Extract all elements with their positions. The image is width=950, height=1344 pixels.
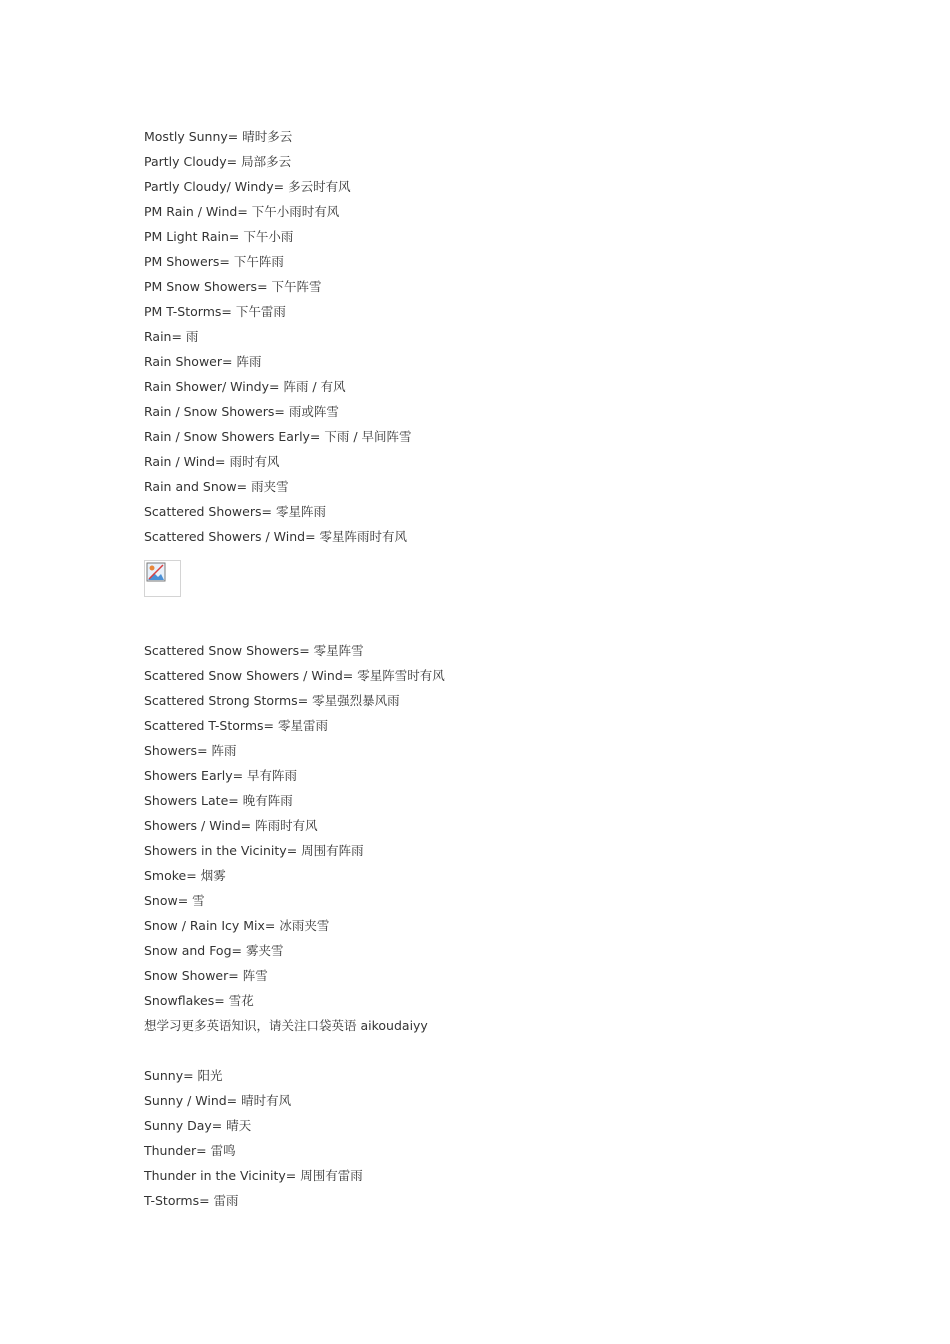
list-item: Smoke= 烟雾 — [144, 868, 226, 883]
list-item: Partly Cloudy/ Windy= 多云时有风 — [144, 179, 351, 194]
list-item: T-Storms= 雷雨 — [144, 1193, 239, 1208]
list-item: Scattered Showers= 零星阵雨 — [144, 504, 326, 519]
list-item: PM Showers= 下午阵雨 — [144, 254, 284, 269]
list-item: Snow / Rain Icy Mix= 冰雨夹雪 — [144, 918, 330, 933]
list-item: Snow and Fog= 雾夹雪 — [144, 943, 284, 958]
list-item: Showers Late= 晚有阵雨 — [144, 793, 293, 808]
list-item: Sunny Day= 晴天 — [144, 1118, 252, 1133]
list-item: Snow Shower= 阵雪 — [144, 968, 268, 983]
list-item: Rain= 雨 — [144, 329, 199, 344]
entry-list-3 — [144, 1063, 844, 1213]
document-body — [144, 124, 844, 1213]
list-item: PM Snow Showers= 下午阵雪 — [144, 279, 322, 294]
list-item: Scattered T-Storms= 零星雷雨 — [144, 718, 328, 733]
broken-image-icon — [144, 560, 181, 597]
list-item: Scattered Snow Showers= 零星阵雪 — [144, 643, 364, 658]
list-item: PM Light Rain= 下午小雨 — [144, 229, 294, 244]
list-item: Rain and Snow= 雨夹雪 — [144, 479, 289, 494]
list-item: Showers / Wind= 阵雨时有风 — [144, 818, 318, 833]
list-item: Showers= 阵雨 — [144, 743, 237, 758]
image-placeholder — [144, 560, 844, 602]
list-item: Partly Cloudy= 局部多云 — [144, 154, 292, 169]
list-item: Rain / Snow Showers Early= 下雨 / 早间阵雪 — [144, 429, 412, 444]
list-item: Rain / Wind= 雨时有风 — [144, 454, 280, 469]
list-item: Scattered Snow Showers / Wind= 零星阵雪时有风 — [144, 668, 445, 683]
list-item: Rain Shower/ Windy= 阵雨 / 有风 — [144, 379, 346, 394]
list-item: PM Rain / Wind= 下午小雨时有风 — [144, 204, 340, 219]
list-item: Thunder in the Vicinity= 周围有雷雨 — [144, 1168, 363, 1183]
list-item: Mostly Sunny= 晴时多云 — [144, 129, 293, 144]
list-item: Sunny / Wind= 晴时有风 — [144, 1093, 292, 1108]
list-item: PM T-Storms= 下午雷雨 — [144, 304, 286, 319]
list-item: Sunny= 阳光 — [144, 1068, 223, 1083]
entry-list-2 — [144, 638, 844, 1038]
list-item: Rain Shower= 阵雨 — [144, 354, 262, 369]
entry-list-1 — [144, 124, 844, 549]
list-item: Thunder= 雷鸣 — [144, 1143, 236, 1158]
list-item: Snowflakes= 雪花 — [144, 993, 254, 1008]
list-item: Snow= 雪 — [144, 893, 205, 908]
promo-note: 想学习更多英语知识，请关注口袋英语 aikoudaiyy — [144, 1018, 428, 1033]
list-item: Showers Early= 早有阵雨 — [144, 768, 298, 783]
list-item: Scattered Strong Storms= 零星强烈暴风雨 — [144, 693, 400, 708]
list-item: Rain / Snow Showers= 雨或阵雪 — [144, 404, 339, 419]
list-item: Showers in the Vicinity= 周围有阵雨 — [144, 843, 364, 858]
list-item: Scattered Showers / Wind= 零星阵雨时有风 — [144, 529, 408, 544]
